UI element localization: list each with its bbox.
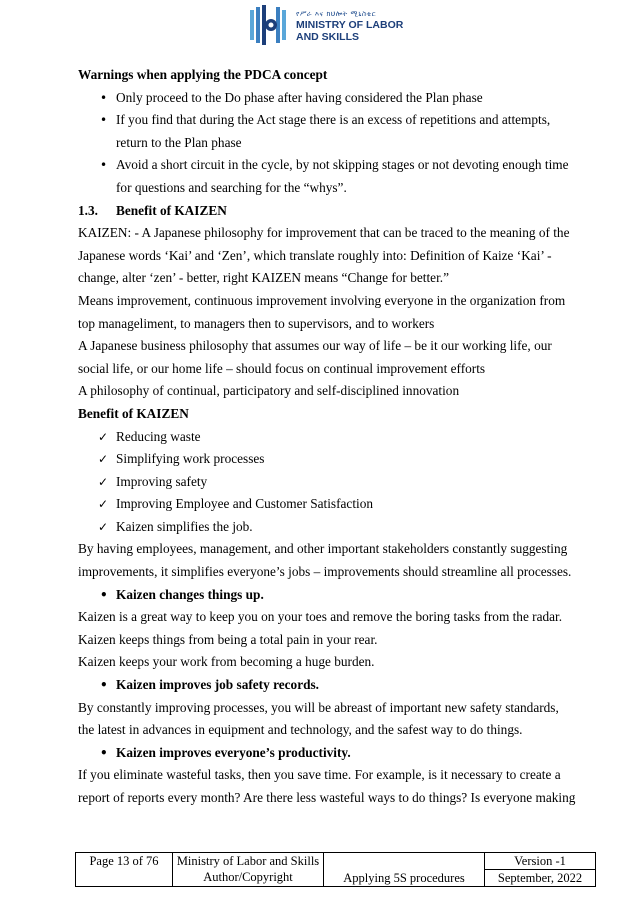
page-number: Page 13 of 76 (76, 853, 173, 887)
line-text: report of reports every month? Are there less wasteful ways to do things? Is everyone making (78, 790, 576, 805)
page-footer (75, 852, 596, 887)
line-text: Japanese words ‘Kai’ and ‘Zen’, which translate roughly into: Definition of Kaize ‘Kai’ - (78, 247, 552, 263)
paragraph-line (78, 606, 568, 629)
line-text: Means improvement, continuous improvement involving everyone in the organization from (78, 292, 566, 308)
paragraph-line (78, 538, 568, 561)
bullet-icon: • (100, 158, 108, 173)
checklist-item (78, 471, 568, 494)
paragraph-line (78, 267, 568, 290)
bullet-icon: • (100, 113, 108, 128)
line-text: Reducing waste (116, 428, 201, 444)
version-date: September, 2022 (485, 869, 595, 886)
logo-text-line1: MINISTRY OF LABOR (296, 19, 404, 31)
bullet-item (78, 584, 568, 607)
line-text: If you eliminate wasteful tasks, then you save time. For example, is it necessary to create a (78, 767, 561, 783)
checkmark-icon: ✓ (98, 474, 109, 489)
line-text: Kaizen improves job safety records. (116, 677, 319, 693)
line-text: social life, or our home life – should focus on continual improvement efforts (78, 360, 486, 376)
checkmark-icon: ✓ (98, 519, 109, 534)
line-text: A philosophy of continual, participatory and self-disciplined innovation (78, 383, 460, 399)
line-text: improvements, it simplifies everyone’s jobs – improvements should streamline all processes. (78, 564, 572, 580)
line-text: Improving Employee and Customer Satisfaction (116, 496, 374, 512)
author-copyright: Author/Copyright (203, 870, 293, 884)
checklist-item (78, 448, 568, 471)
module-title: Applying 5S procedures (324, 853, 485, 887)
subheading (78, 403, 568, 426)
paragraph-line (78, 358, 568, 381)
bullet-item (78, 154, 568, 177)
checkmark-icon: ✓ (98, 429, 109, 444)
paragraph-line (78, 380, 568, 403)
paragraph-line (78, 222, 568, 245)
checklist-item (78, 426, 568, 449)
paragraph-line (78, 290, 568, 313)
checkmark-icon: ✓ (98, 497, 109, 512)
line-text: change, alter ‘zen’ - better, right KAIZEN means “Change for better.” (78, 270, 449, 286)
paragraph-line (78, 629, 568, 652)
logo-text-line2: AND SKILLS (296, 31, 359, 43)
line-text: Kaizen is a great way to keep you on your toes and remove the boring tasks from the radar. (78, 609, 563, 625)
paragraph-line (78, 787, 576, 810)
document-body (78, 64, 576, 810)
line-text: If you find that during the Act stage there is an excess of repetitions and attempts, (116, 112, 551, 128)
line-text: Kaizen keeps things from being a total pain in your rear. (78, 631, 378, 647)
paragraph-line (78, 561, 572, 584)
line-text: A Japanese business philosophy that assumes our way of life – be it our working life, our (78, 338, 552, 354)
bullet-icon: • (100, 587, 108, 602)
ministry-logo (246, 4, 404, 46)
bullet-icon: • (100, 745, 108, 760)
version-label: Version -1 (514, 854, 566, 868)
paragraph-line (78, 697, 568, 720)
line-text: Avoid a short circuit in the cycle, by not skipping stages or not devoting enough time (116, 157, 569, 173)
checklist-item (78, 493, 568, 516)
bullet-item (78, 674, 568, 697)
line-text: Kaizen keeps your work from becoming a huge burden. (78, 654, 375, 670)
section-number: 1.3. (78, 202, 98, 218)
line-text: Only proceed to the Do phase after having considered the Plan phase (116, 89, 483, 105)
line-text: By constantly improving processes, you will be abreast of important new safety standards, (78, 699, 559, 715)
version-cell (485, 853, 596, 887)
paragraph-line (78, 313, 568, 336)
bullet-icon: • (100, 678, 108, 693)
paragraph-line (78, 764, 568, 787)
paragraph-line (78, 245, 568, 268)
checkmark-icon: ✓ (98, 452, 109, 467)
line-text: By having employees, management, and other important stakeholders constantly suggesting (78, 541, 568, 557)
logo-emblem-icon (246, 4, 292, 46)
line-text: Simplifying work processes (116, 451, 265, 467)
line-text: Kaizen improves everyone’s productivity. (116, 744, 351, 760)
line-text: for questions and searching for the “whys”. (116, 179, 347, 195)
line-text: return to the Plan phase (116, 134, 242, 150)
bullet-item (78, 87, 568, 110)
line-text: KAIZEN: - A Japanese philosophy for improvement that can be traced to the meaning of the (78, 225, 570, 241)
paragraph-line (78, 335, 568, 358)
subheading (78, 64, 568, 87)
line-text: Warnings when applying the PDCA concept (78, 67, 328, 82)
line-text: Benefit of KAIZEN (116, 202, 227, 218)
line-text: Improving safety (116, 473, 208, 489)
line-text: the latest in advances in equipment and technology, and the safest way to do things. (78, 722, 523, 738)
bullet-continuation (78, 177, 568, 200)
line-text: Kaizen changes things up. (116, 586, 264, 602)
bullet-item (78, 109, 568, 132)
ministry-name: Ministry of Labor and Skills (176, 854, 320, 868)
line-text: top manageliment, to managers then to supervisors, and to workers (78, 315, 435, 331)
bullet-item (78, 742, 568, 765)
line-text: Benefit of KAIZEN (78, 405, 189, 421)
bullet-icon: • (100, 90, 108, 105)
ministry-cell (173, 853, 324, 887)
checklist-item (78, 516, 568, 539)
logo-amharic-text: የሥራ እና ክህሎት ሚኒስቴር (296, 10, 377, 18)
paragraph-line (78, 719, 568, 742)
bullet-continuation (78, 132, 568, 155)
section-heading (78, 200, 568, 223)
paragraph-line (78, 651, 568, 674)
line-text: Kaizen simplifies the job. (116, 518, 253, 534)
